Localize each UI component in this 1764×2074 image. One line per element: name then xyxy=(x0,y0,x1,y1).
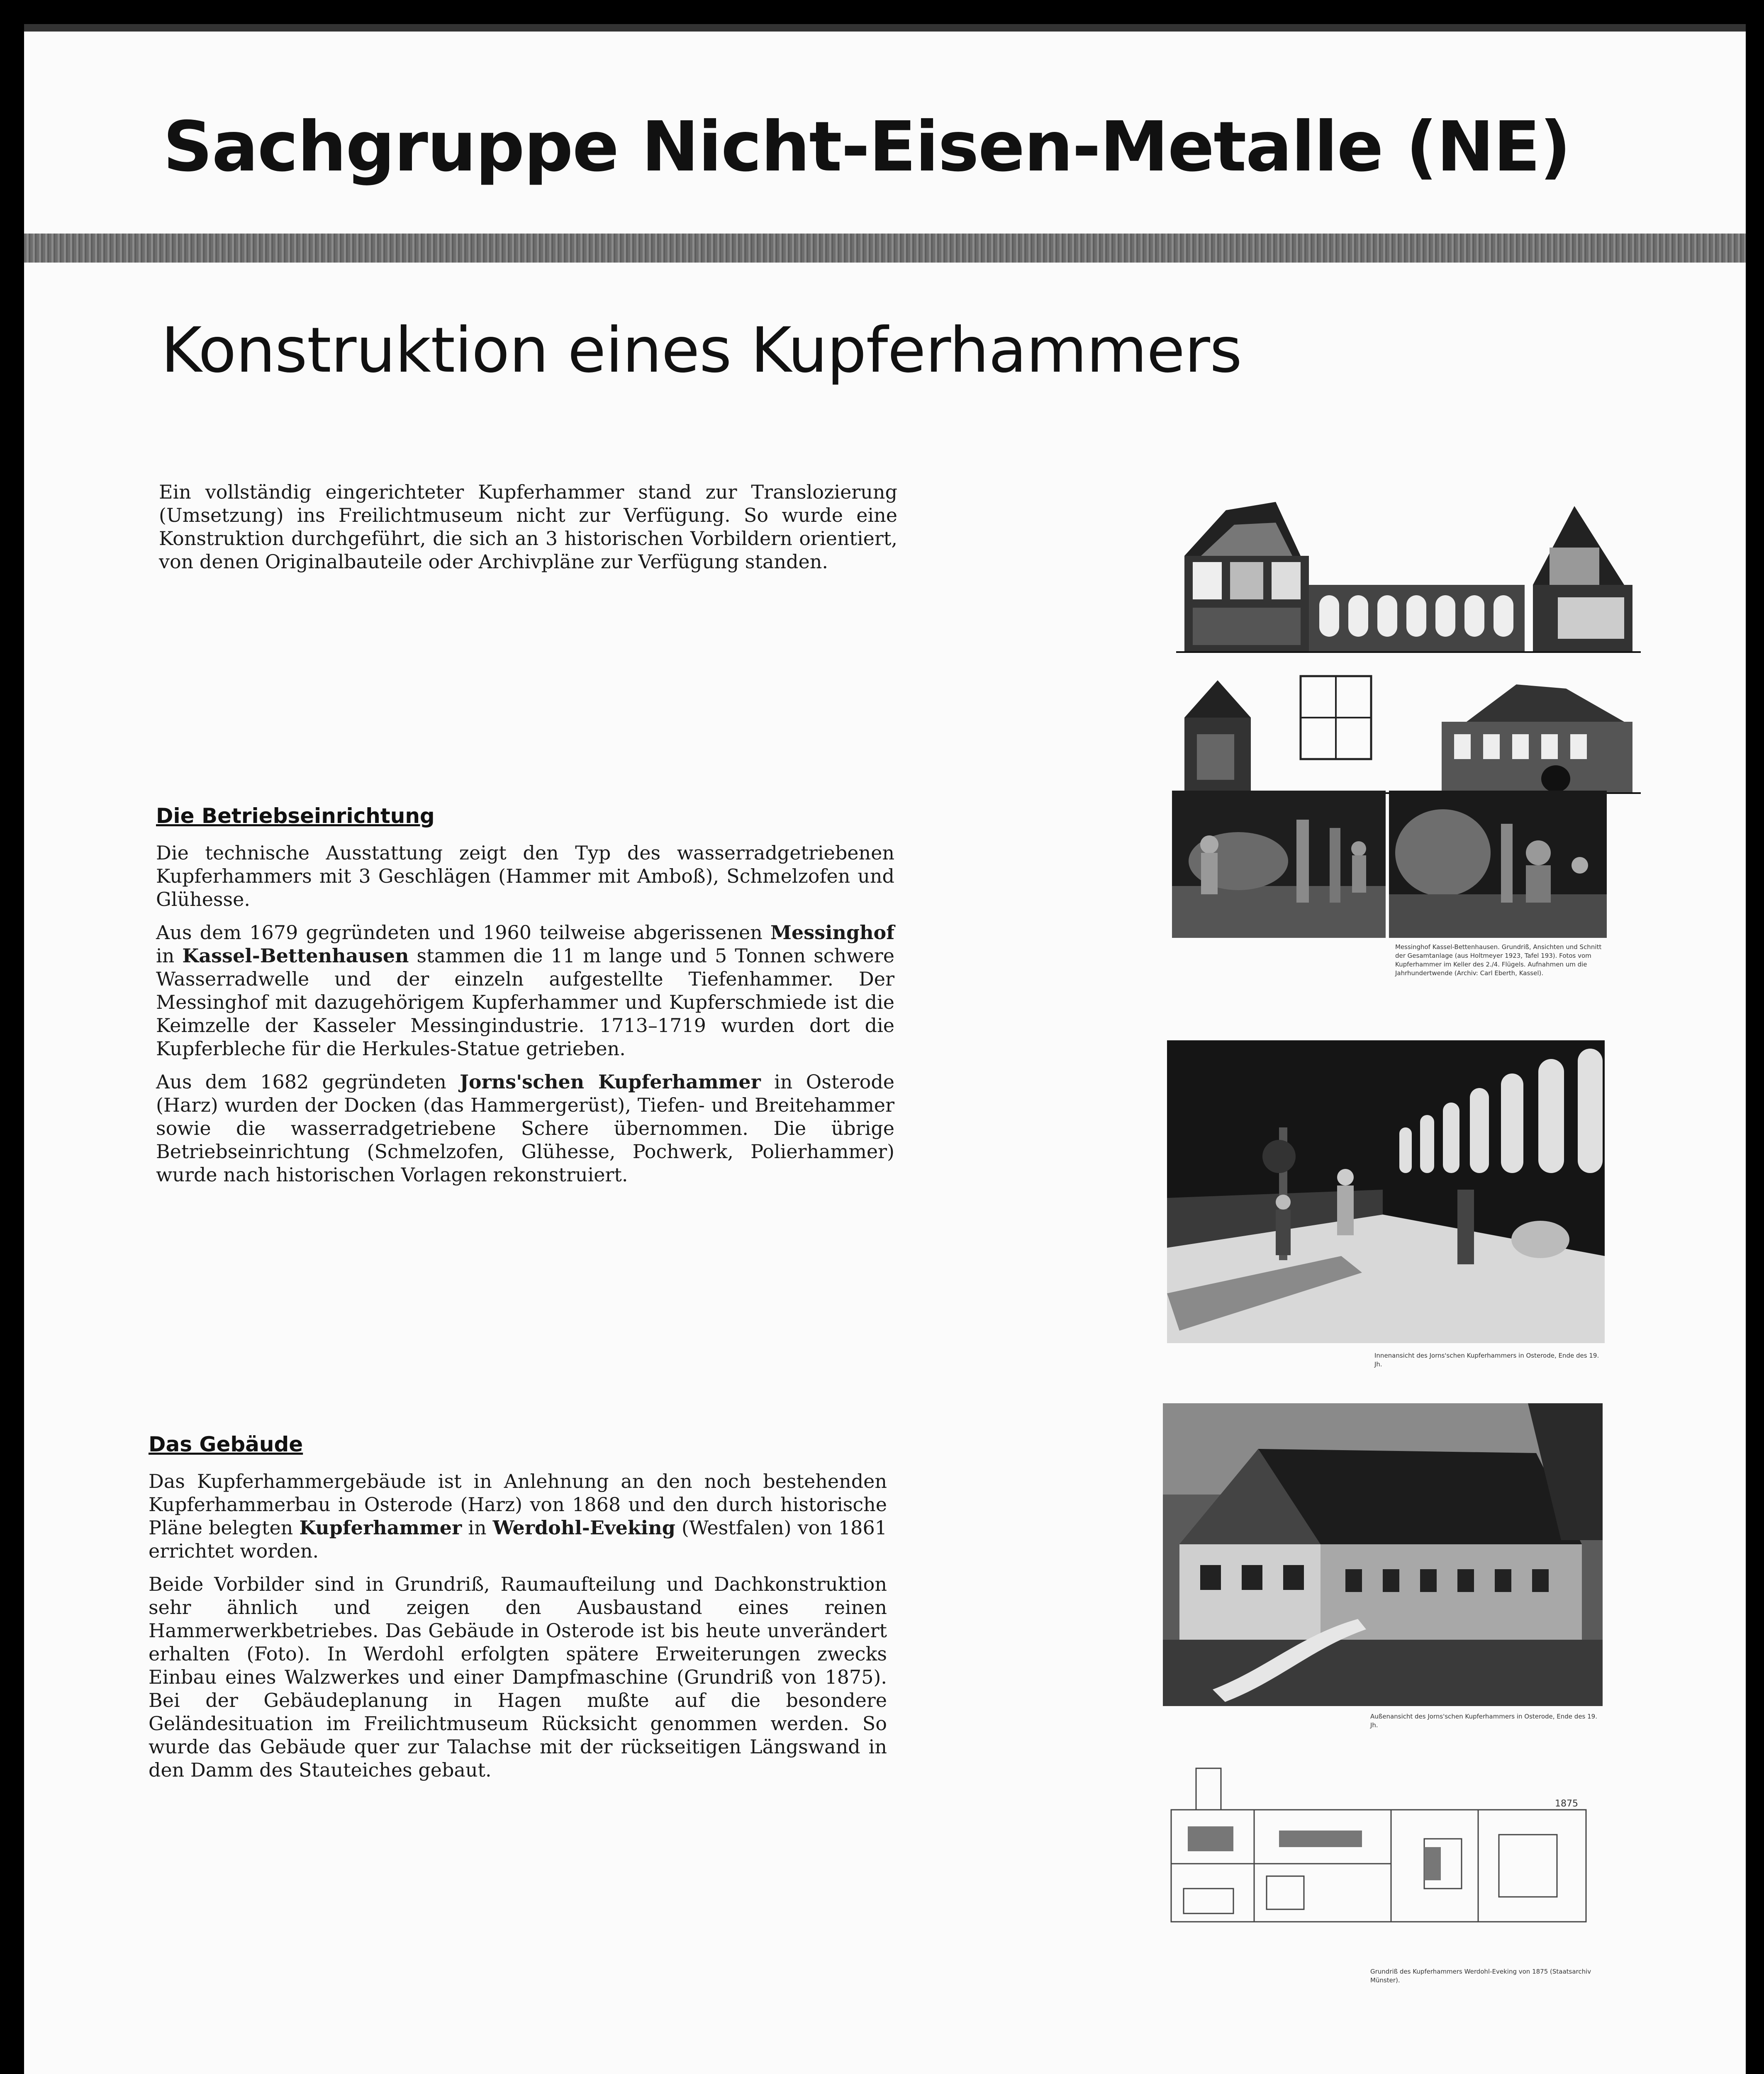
elevation-drawing-svg xyxy=(1176,668,1641,796)
caption-exterior: Außenansicht des Jorns'schen Kupferhammers in Osterode, Ende des 19. Jh. xyxy=(1370,1713,1597,1729)
top-border xyxy=(24,24,1746,32)
bold-term: Werdohl-Eveking xyxy=(492,1517,675,1539)
historic-photo-left xyxy=(1172,791,1386,938)
paragraph: Aus dem 1679 gegründeten und 1960 teilweise abgerissenen Messinghof in Kassel-Bettenhausen stammen die 11 m lange und 5 Tonnen schwere Wasserradwelle und der einzeln aufgestellte Tiefenhammer. Der Messinghof mit dazugehörigem Kupferhammer und Kupferschmiede ist die Keimzelle der Kasseler Messingindustrie. 1713–1719 wurden dort die Kupferbleche für die Herkules-Statue getrieben. xyxy=(156,921,894,1060)
photo-right-svg xyxy=(1389,791,1607,938)
header-band xyxy=(24,234,1746,263)
building-section-drawing xyxy=(1176,485,1641,664)
interior-photo-osterode xyxy=(1167,1040,1605,1343)
floor-plan-drawing xyxy=(1159,1764,1609,1955)
section-heading-betriebseinrichtung: Die Betriebseinrichtung xyxy=(156,804,435,828)
bold-term: Kassel-Bettenhausen xyxy=(182,944,409,967)
building-elevation-drawing xyxy=(1176,668,1641,796)
section-betriebseinrichtung-text xyxy=(156,841,894,1196)
section-heading-gebaeude: Das Gebäude xyxy=(149,1432,303,1456)
exterior-photo-svg xyxy=(1163,1403,1603,1706)
paragraph: Die technische Ausstattung zeigt den Typ des wasserradgetriebenen Kupferhammers mit 3 Geschlägen (Hammer mit Amboß), Schmelzofen und Glühesse. xyxy=(156,842,894,910)
historic-photo-right xyxy=(1389,791,1607,938)
photo-left-svg xyxy=(1172,791,1386,938)
bold-term: Kupferhammer xyxy=(299,1517,462,1539)
intro-paragraph: Ein vollständig eingerichteter Kupferhammer stand zur Translozierung (Umsetzung) ins Freilichtmuseum nicht zur Verfügung. So wurde eine Konstruktion durchgeführt, die sich an 3 historischen Vorbildern orientiert, von denen Originalbauteile oder Archivpläne zur Verfügung standen. xyxy=(159,481,897,573)
caption-interior: Innenansicht des Jorns'schen Kupferhammers in Osterode, Ende des 19. Jh. xyxy=(1374,1352,1599,1368)
caption-floor-plan: Grundriß des Kupferhammers Werdohl-Eveking von 1875 (Staatsarchiv Münster). xyxy=(1370,1968,1591,1984)
exhibit-panel xyxy=(24,24,1746,2074)
page-subtitle: Konstruktion eines Kupferhammers xyxy=(161,314,1242,387)
floor-plan-svg xyxy=(1159,1764,1609,1955)
paragraph: Beide Vorbilder sind in Grundriß, Raumaufteilung und Dachkonstruktion sehr ähnlich und zeigen den Ausbaustand eines reinen Hammerwerkbetriebes. Das Gebäude in Osterode ist bis heute unverändert erhalten (Foto). In Werdohl erfolgten spätere Erweiterungen zwecks Einbau eines Walzwerkes und einer Dampfmaschine (Grundriß von 1875). Bei der Gebäudeplanung in Hagen mußte auf die besondere Geländesituation im Freilichtmuseum Rücksicht genommen werden. So wurde das Gebäude quer zur Talachse mit der rückseitigen Längswand in den Damm des Stauteiches gebaut. xyxy=(149,1573,887,1781)
caption-messinghof: Messinghof Kassel-Bettenhausen. Grundriß, Ansichten und Schnitt der Gesamtanlage (aus Holtmeyer 1923, Tafel 193). Fotos vom Kupferhammer im Keller des 2./4. Flügels. Aufnahmen um die Jahrhundertwende (Archiv: Carl Eberth, Kassel). xyxy=(1395,943,1602,977)
section-gebaeude-text xyxy=(149,1470,887,1792)
intro-text xyxy=(159,480,897,583)
page-title: Sachgruppe Nicht-Eisen-Metalle (NE) xyxy=(163,107,1570,187)
bold-term: Messinghof xyxy=(770,921,894,944)
paragraph: Das Kupferhammergebäude ist in Anlehnung an den noch bestehenden Kupferhammerbau in Osterode (Harz) von 1868 und den durch historische Pläne belegten Kupferhammer in Werdohl-Eveking (Westfalen) von 1861 errichtet worden. xyxy=(149,1470,887,1562)
plan-year-label: 1875 xyxy=(1555,1799,1578,1809)
interior-photo-svg xyxy=(1167,1040,1605,1343)
exterior-photo-osterode xyxy=(1163,1403,1603,1706)
paragraph: Aus dem 1682 gegründeten Jorns'schen Kupferhammer in Osterode (Harz) wurden der Docken (das Hammergerüst), Tiefen- und Breitehammer sowie die wasserradgetriebene Schere übernommen. Die übrige Betriebseinrichtung (Schmelzofen, Glühesse, Pochwerk, Polierhammer) wurde nach historischen Vorlagen rekonstruiert. xyxy=(156,1071,895,1186)
section-drawing-svg xyxy=(1176,485,1641,664)
bold-term: Jorns'schen Kupferhammer xyxy=(460,1071,761,1093)
